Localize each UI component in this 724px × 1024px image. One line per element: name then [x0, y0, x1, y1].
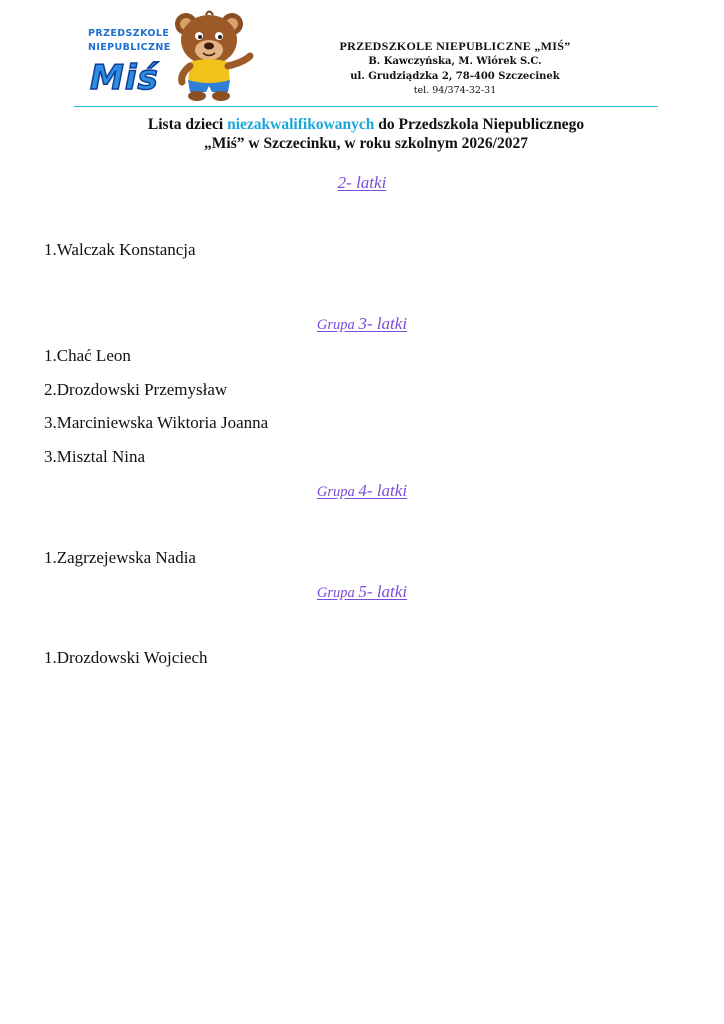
teddy-bear-icon: [166, 6, 256, 102]
group-prefix: Grupa: [316, 484, 359, 500]
group-heading-5-latki: [0, 582, 724, 602]
list-item: 1.Zagrzejewska Nadia: [44, 548, 196, 567]
list-item: 1.Walczak Konstancja: [44, 240, 196, 259]
preschool-logo: [82, 6, 252, 102]
title-part-1: Lista dzieci: [147, 116, 228, 133]
group-heading-3-latki: [0, 314, 724, 334]
list-item: 2.Drozdowski Przemysław: [44, 380, 228, 399]
phone-number: tel. 94/374-32-31: [413, 85, 497, 96]
group-prefix: Grupa: [316, 317, 359, 333]
group-label: 3- latki: [358, 314, 408, 333]
title-line-1: [62, 115, 670, 134]
list-item: 3.Marciniewska Wiktoria Joanna: [44, 413, 269, 432]
list-item: 1.Chać Leon: [44, 346, 131, 365]
title-accent: niezakwalifikowanych: [227, 116, 375, 133]
organization-name: PRZEDSZKOLE NIEPUBLICZNE „MIŚ”: [339, 39, 571, 53]
list-item: 1.Drozdowski Wojciech: [44, 648, 208, 667]
header-contact-block: [300, 38, 610, 98]
group-prefix: Grupa: [316, 585, 359, 601]
group-label: 4- latki: [358, 481, 408, 500]
title-part-2: do Przedszkola Niepublicznego: [374, 116, 585, 133]
group-heading-4-latki: [0, 481, 724, 501]
owners: B. Kawczyńska, M. Wiórek S.C.: [368, 56, 542, 67]
group-label: 2- latki: [337, 173, 387, 192]
logo-line-1: PRZEDSZKOLE: [88, 28, 170, 39]
address: ul. Grudziądzka 2, 78-400 Szczecinek: [350, 71, 560, 82]
logo-line-2: NIEPUBLICZNE: [88, 42, 171, 53]
title-line-2: „Miś” w Szczecinku, w roku szkolnym 2026/2027: [204, 135, 528, 152]
list-item: 3.Misztal Nina: [44, 447, 146, 466]
group-label: 5- latki: [358, 582, 408, 601]
group-heading-2-latki: [0, 173, 724, 193]
logo-name: Miś: [90, 58, 159, 98]
header-divider: [74, 106, 658, 107]
document-title: [62, 115, 670, 153]
